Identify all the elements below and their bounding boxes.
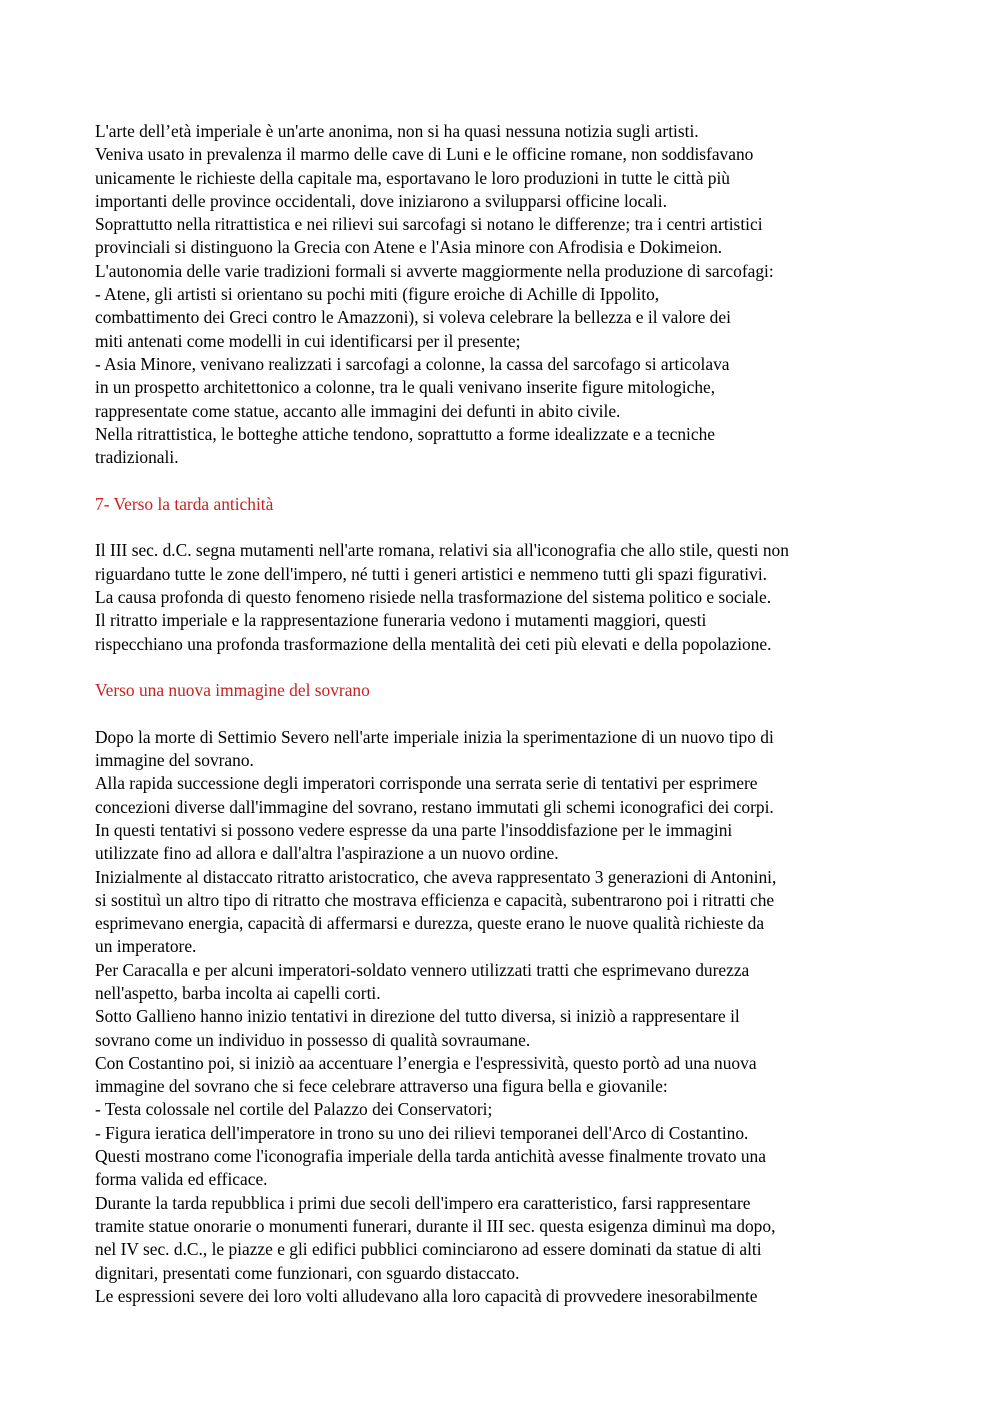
text-line: Il III sec. d.C. segna mutamenti nell'arte romana, relativi sia all'iconografia che allo stile, questi non [95,540,789,561]
spacer [95,469,925,492]
section-heading-tarda-antichita: 7- Verso la tarda antichità [95,493,274,514]
text-line: provinciali si distinguono la Grecia con Atene e l'Asia minore con Afrodisia e Dokimeion. [95,237,723,258]
text-line: - Asia Minore, venivano realizzati i sarcofagi a colonne, la cassa del sarcofago si articolava [95,353,730,374]
text-line: in un prospetto architettonico a colonne, tra le quali venivano inserite figure mitologiche, [95,377,716,398]
paragraph-block-iii-secolo [95,539,925,655]
text-line: immagine del sovrano che si fece celebrare attraverso una figura bella e giovanile: [95,1076,668,1097]
text-line: L'arte dell’età imperiale è un'arte anonima, non si ha quasi nessuna notizia sugli artisti. [95,121,699,141]
text-line: miti antenati come modelli in cui identificarsi per il presente; [95,330,521,351]
text-line: un imperatore. [95,936,197,957]
text-line: Questi mostrano come l'iconografia imperiale della tarda antichità avesse finalmente trovato una [95,1146,766,1167]
text-line: Per Caracalla e per alcuni imperatori-soldato vennero utilizzati tratti che esprimevano durezza [95,959,750,980]
text-line: riguardano tutte le zone dell'impero, né tutti i generi artistici e nemmeno tutti gli spazi figurativi. [95,563,767,584]
text-line: Sotto Gallieno hanno inizio tentativi in direzione del tutto diversa, si iniziò a rappresentare il [95,1006,740,1027]
text-line: Inizialmente al distaccato ritratto aristocratico, che aveva rappresentato 3 generazioni di Antonini, [95,866,777,887]
text-line: - Atene, gli artisti si orientano su pochi miti (figure eroiche di Achille di Ippolito, [95,284,660,305]
text-line: Durante la tarda repubblica i primi due secoli dell'impero era caratteristico, farsi rappresentare [95,1192,751,1213]
text-line: si sostituì un altro tipo di ritratto che mostrava efficienza e capacità, subentrarono poi i ritratti che [95,889,775,910]
text-line: concezioni diverse dall'immagine del sovrano, restano immutati gli schemi iconografici dei corpi. [95,796,774,817]
text-line: In questi tentativi si possono vedere espresse da una parte l'insoddisfazione per le immagini [95,819,733,840]
text-line: L'autonomia delle varie tradizioni formali si avverte maggiormente nella produzione di sarcofagi: [95,260,774,281]
text-line: - Testa colossale nel cortile del Palazzo dei Conservatori; [95,1099,493,1120]
text-line: forma valida ed efficace. [95,1169,268,1190]
text-line: Veniva usato in prevalenza il marmo delle cave di Luni e le officine romane, non soddisfavano [95,144,754,165]
text-line: esprimevano energia, capacità di affermarsi e durezza, queste erano le nuove qualità richieste da [95,913,765,934]
text-line: Alla rapida successione degli imperatori corrisponde una serrata serie di tentativi per esprimere [95,773,758,794]
document-page [95,120,925,1308]
text-line: rappresentate come statue, accanto alle immagini dei defunti in abito civile. [95,400,621,421]
text-line: tradizionali. [95,447,179,468]
spacer [95,516,925,539]
section-heading-nuova-immagine: Verso una nuova immagine del sovrano [95,680,370,701]
text-line: Dopo la morte di Settimio Severo nell'arte imperiale inizia la sperimentazione di un nuovo tipo di [95,726,774,747]
text-line: tramite statue onorarie o monumenti funerari, durante il III sec. questa esigenza diminuì ma dopo, [95,1215,776,1236]
text-line: sovrano come un individuo in possesso di qualità sovraumane. [95,1029,531,1050]
text-line: unicamente le richieste della capitale ma, esportavano le loro produzioni in tutte le città più [95,167,731,188]
text-line: dignitari, presentati come funzionari, con sguardo distaccato. [95,1262,520,1283]
spacer [95,702,925,725]
spacer [95,656,925,679]
paragraph-block-sovrano [95,726,925,1308]
text-line: Il ritratto imperiale e la rappresentazione funeraria vedono i mutamenti maggiori, questi [95,610,707,631]
text-line: importanti delle province occidentali, dove iniziarono a svilupparsi officine locali. [95,190,667,211]
text-line: La causa profonda di questo fenomeno risiede nella trasformazione del sistema politico e sociale. [95,586,772,607]
text-line: Soprattutto nella ritrattistica e nei rilievi sui sarcofagi si notano le differenze; tra i centri artistici [95,214,763,235]
text-line: nell'aspetto, barba incolta ai capelli corti. [95,982,381,1003]
text-line: Le espressioni severe dei loro volti alludevano alla loro capacità di provvedere inesorabilmente [95,1285,758,1306]
text-line: combattimento dei Greci contro le Amazzoni), si voleva celebrare la bellezza e il valore dei [95,307,731,328]
text-line: utilizzate fino ad allora e dall'altra l'aspirazione a un nuovo ordine. [95,843,559,864]
text-line: nel IV sec. d.C., le piazze e gli edifici pubblici cominciarono ad essere dominati da statue di alti [95,1239,762,1260]
text-line: Nella ritrattistica, le botteghe attiche tendono, soprattutto a forme idealizzate e a tecniche [95,423,715,444]
paragraph-block-intro [95,120,925,469]
text-line: rispecchiano una profonda trasformazione della mentalità dei ceti più elevati e della popolazione. [95,633,772,654]
text-line: immagine del sovrano. [95,750,254,771]
text-line: - Figura ieratica dell'imperatore in trono su uno dei rilievi temporanei dell'Arco di Costantino. [95,1122,749,1143]
text-line: Con Costantino poi, si iniziò aa accentuare l’energia e l'espressività, questo portò ad una nuova [95,1052,757,1073]
